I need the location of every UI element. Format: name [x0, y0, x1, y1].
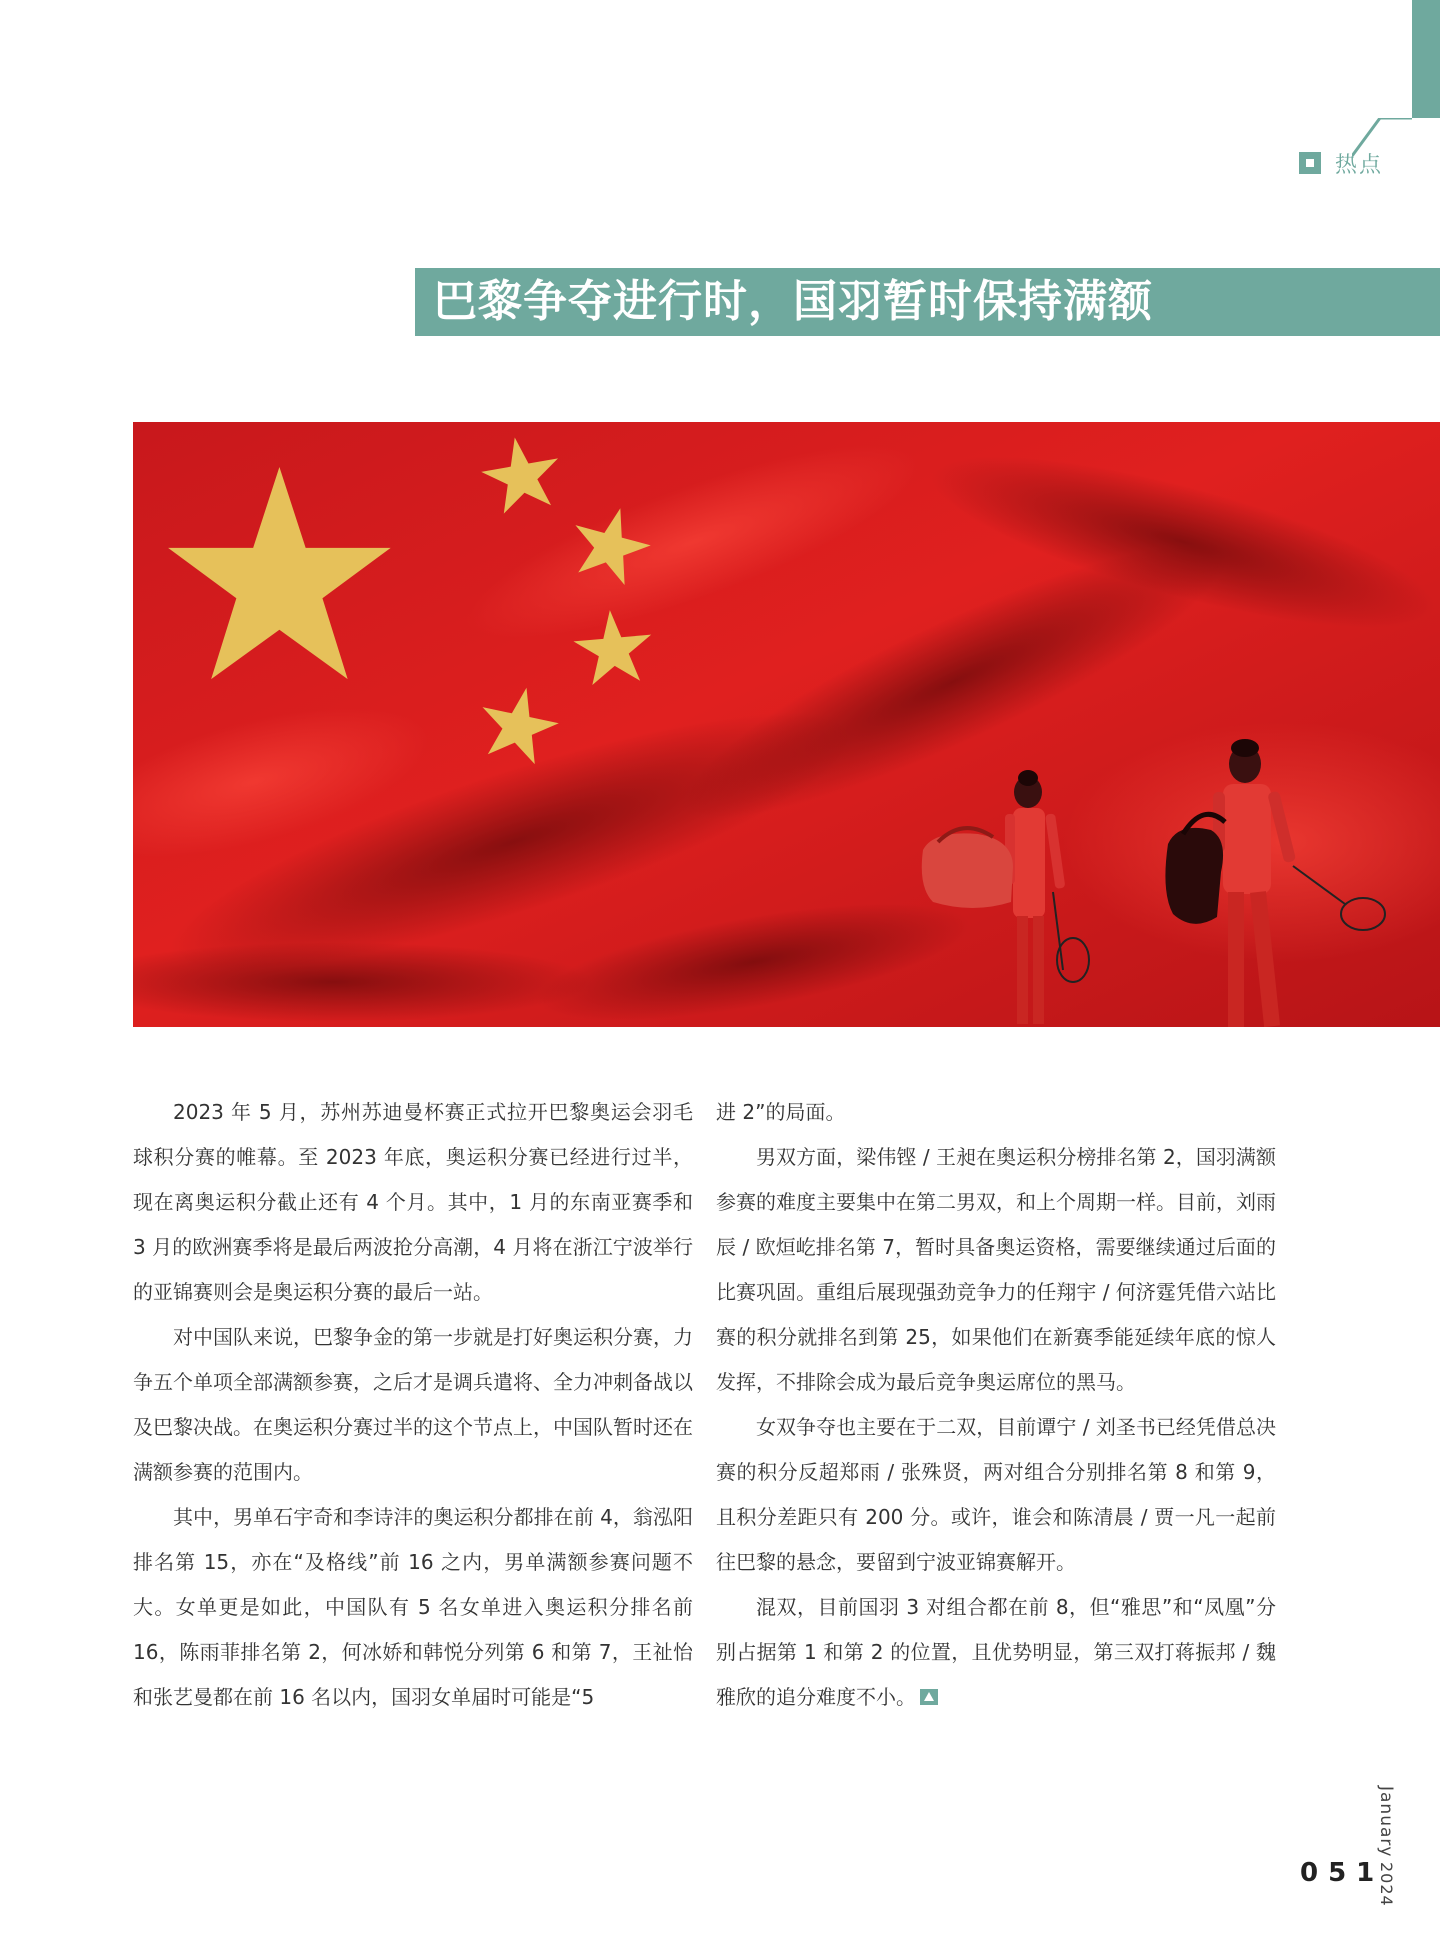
section-tag	[1299, 148, 1383, 178]
section-label: 热点	[1335, 152, 1384, 178]
article-paragraph-text: 混双，目前国羽 3 对组合都在前 8，但“雅思”和“凤凰”分别占据第 1 和第 2 的位置，且优势明显，第三双打蒋振邦 / 魏雅欣的追分难度不小。	[716, 1595, 1276, 1709]
article-paragraph: 对中国队来说，巴黎争金的第一步就是打好奥运积分赛，力争五个单项全部满额参赛，之后才是调兵遣将、全力冲刺备战以及巴黎决战。在奥运积分赛过半的这个节点上，中国队暂时还在满额参赛的范围内。	[133, 1325, 693, 1484]
article-left-column	[133, 1090, 693, 1720]
page-number: 051	[1300, 1858, 1385, 1888]
issue-year: 2024	[1377, 1862, 1396, 1907]
chinese-flag-badminton-players-photo	[133, 422, 1440, 1027]
article-paragraph-last	[716, 1585, 1276, 1720]
corner-accent-tab	[1412, 0, 1440, 118]
article-paragraph: 其中，男单石宇奇和李诗沣的奥运积分都排在前 4，翁泓阳排名第 15，亦在“及格线”前 16 之内，男单满额参赛问题不大。女单更是如此，中国队有 5 名女单进入奥运积分排名前 16，陈雨菲排名第 2，何冰娇和韩悦分列第 6 和第 7，王祉怡和张艺曼都在前 16 名以内，国羽女单届时可能是“5	[133, 1505, 693, 1709]
headline: 巴黎争夺进行时，国羽暂时保持满额	[433, 276, 1153, 327]
hero-image	[133, 422, 1440, 1027]
article-paragraph: 女双争夺也主要在于二双，目前谭宁 / 刘圣书已经凭借总决赛的积分反超郑雨 / 张殊贤，两对组合分别排名第 8 和第 9，且积分差距只有 200 分。或许，谁会和陈清晨 / 贾一凡一起前往巴黎的悬念，要留到宁波亚锦赛解开。	[716, 1415, 1276, 1574]
section-square-icon	[1299, 152, 1321, 174]
article-paragraph: 男双方面，梁伟铿 / 王昶在奥运积分榜排名第 2，国羽满额参赛的难度主要集中在第二男双，和上个周期一样。目前，刘雨辰 / 欧烜屹排名第 7，暂时具备奥运资格，需要继续通过后面的比赛巩固。重组后展现强劲竞争力的任翔宇 / 何济霆凭借六站比赛的积分就排名到第 25，如果他们在新赛季能延续年底的惊人发挥，不排除会成为最后竞争奥运席位的黑马。	[716, 1145, 1276, 1394]
article-paragraph: 进 2”的局面。	[716, 1100, 846, 1124]
end-mark-icon	[920, 1689, 938, 1705]
article-paragraph: 2023 年 5 月，苏州苏迪曼杯赛正式拉开巴黎奥运会羽毛球积分赛的帷幕。至 2023 年底，奥运积分赛已经进行过半，现在离奥运积分截止还有 4 个月。其中，1 月的东南亚赛季和 3 月的欧洲赛季将是最后两波抢分高潮，4 月将在浙江宁波举行的亚锦赛则会是奥运积分赛的最后一站。	[133, 1100, 693, 1304]
headline-band	[415, 268, 1440, 336]
article-right-column	[716, 1090, 1276, 1720]
issue-month: January	[1376, 1786, 1396, 1858]
